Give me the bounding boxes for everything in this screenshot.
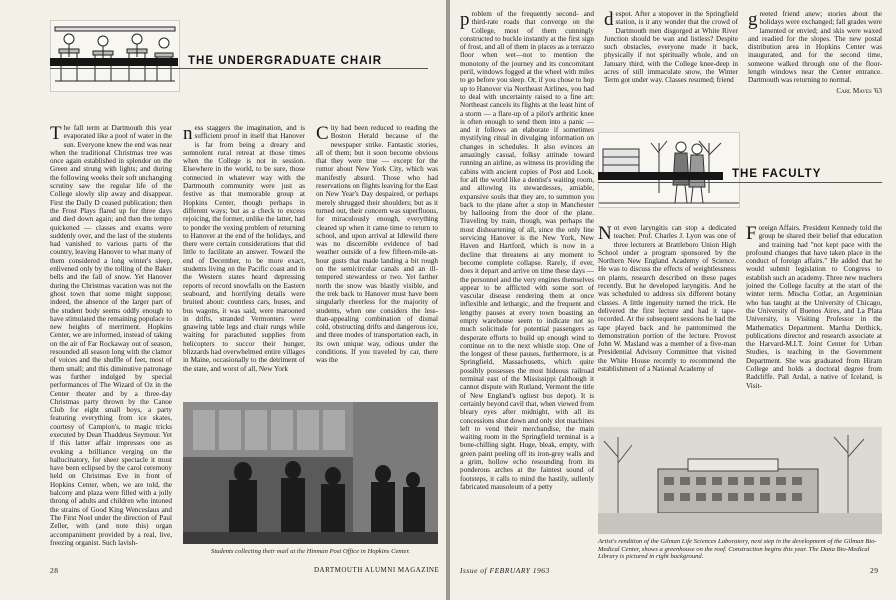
section-title: THE UNDERGRADUATE CHAIR [188,55,383,67]
left-page [0,0,446,600]
article-column-3 [316,124,438,414]
students-mail-scene [183,402,438,544]
title-rule [50,68,428,69]
faculty-text: Foreign Affairs. President Kennedy told the group he shared their belief that education and training had "not kept pace with the profound changes that have taken place in the conduct of foreign affairs." He added that he would submit legislation to Congress to establish such an academy. Three new teachers joined the College faculty at the start of the winter term. Mischa Cotlar, an Argentinian who has taught at the University of Chicago, the University of Buenos Aires, and La Plata University, is Visiting Professor in the Mathematics Department. Martha Derthick, publications director and research associate at the Harvard-M.I.T. Joint Center for Urban Studies, is teaching in the Government Department. She was graduated from Hiram College and holds a doctoral degree from Radcliffe. Pall Ardal, a native of Iceland, is Visit- [746,224,882,390]
photo-caption: Students collecting their mail at the Hinman Post Office in Hopkins Center. [211,548,410,555]
laboratory-rendering [598,427,882,534]
article-text: greeted friend anew; stories about the holidays were exchanged; fall grades were lamented or envied; and skis were waxed and readied for the slopes. The new postal distribution area in Hopkins Center was inaugurated, and for the second time, someone walked through one of the floor-length windows near the Center entrance. Dartmouth was returning to normal. [748,10,882,85]
gilman-lab-drawing [598,427,882,534]
author-signature: Carl Maves '63 [836,86,882,95]
article-column-2 [183,124,305,414]
article-column-5 [604,10,738,140]
article-column-6 [748,10,882,140]
article-column-1 [50,124,172,556]
article-text: The fall term at Dartmouth this year evaporated like a pool of water in the sun. Everyone knew the end was near when the traditional Christmas tree was once again established in splendor on the Green and strung with lights; and during the following weeks their soft unchanging scrutiny saw the regular life of the College slowly slip away and disappear. First the Daily D ceased publication; then the Frost Plays flared up for three days and died down again; and then the tempo quickened — classes and exams were suddenly over, and the last of the students had vanished to various parts of the country, leaving Hanover to what many of them considered a long winter's sleep, enlivened only by the tolling of the Baker bells and the fall of snow. Yet Hanover during the Christmas vacation was not the ghost town that some might suppose; indeed, the absence of the larger part of the student body seems oddly enough to have stimulated the remaining populace to new heights of merriment. Hopkins Center, we are informed, instead of taking on the air of Far Rockaway out of season, resounded all season long with the clamor of voices and the shuffle of feet, most of them small; and this diminutive patronage was further indulged by special performances of The Wizard of Oz in the Center theater and by a three-day Christmas party thrown by the Canoe Club for eight small boys, a party featuring everything from ice skates, courtesy of Campion's, to magic tricks executed by Dean Thaddeus Seymour. Yet if this latter affair impresses one as evoking a brilliance verging on the hallucinatory, for sheer spectacle it must have been eclipsed by the carol ceremony held on Christmas Eve in front of Hopkins Center, when, we are told, the balcony and plaza were filled with a jolly throng of adults and children who intoned the strains of Good King Wenceslaus and The First Noel under the direction of Paul Zeller, with (and note this) organ accompaniment provided by a real, live, freezing organist. Such lavish- [50,124,172,547]
page-number-right: 29 [870,566,879,575]
magazine-name: DARTMOUTH ALUMNI MAGAZINE [314,566,440,574]
article-column-4 [460,10,594,562]
issue-date: Issue of FEBRUARY 1963 [460,566,550,575]
article-text: ness staggers the imagination, and is sufficient proof in itself that Hanover is far from being a dreary and somnolent rural retreat at those times when the College is not in session. Elsewhere in the world, to be sure, those connected in whatever way with the Dartmouth community were just as festive as that memorable group at Hopkins Center, though perhaps in different ways; but as a check to excess rejoicing, the former, unlike the latter, had to ponder the vexing problem of returning to Hanover at the end of the holidays, and there were certain considerations that did little to facilitate an answer. Toward the end of December, to be more exact, students living on the Pacific coast and in the Western states heard depressing reports of record snowfalls on the Eastern seaboard, and horrifying details were bruited about: countless cars, buses, and bus wagons, it was said, were marooned in drifts, stranded Vermonters were gnawing table legs and chair rungs while waiting for parachuted supplies from helicopters to succor their hunger, blizzards had overwhelmed entire villages in Maine, occasionally to the detriment of the state, and worst of all, New York [183,124,305,373]
section-title-bar [50,58,178,66]
faculty-title-rule [598,182,882,183]
faculty-section-title: THE FACULTY [732,168,822,180]
professors-walking-drawing [599,133,739,207]
faculty-column-1 [598,224,736,424]
students-on-chairs-drawing [51,21,179,91]
article-text: despot. After a stopover in the Springfield station, is it any wonder that the crowd of Dartmouth men disgorged at White River Junction should be wan and listless? Despite such obstacles, everyone made it back, physically if not spiritually whole, and on January third, with the College knee-deep in acres of still immaculate snow, the Winter Term got under way. Classes resumed; friend [604,10,738,85]
faculty-text: Not even laryngitis can stop a dedicated teacher. Prof. Charles J. Lyon was one of three lecturers at Brattleboro Union High School under a program sponsored by the Northern New England Academy of Science. He was to discuss the effects of weightlessness on plants, research described on these pages recently. But he developed laryngitis. And he was scheduled to address six different botany classes. A little ingenuity turned the trick. He delivered the first lecture and had it tape-recorded. At the subsequent sessions he had the tape played back and he pantomimed the demonstration portion of the lecture. Provost John W. Masland was a member of a five-man Presidential Advisory Committee that visited the White House recently to recommend the establishment of a National Academy of [598,224,736,374]
undergraduate-chair-illustration [50,20,180,92]
article-text: City had been reduced to reading the Boston Herald because of the newspaper strike. Fantastic stories, all of them; but it soon become obvious that they were true — except for the rumor about New York City, which was manifestly absurd. Those who had reservations on flights leaving for the East on New Year's Day despaired, or perhaps merely shrugged their shoulders; but as it turned out, their concern was superfluous, for miraculously enough, everything cleared up when it came time to return to school, and upon arrival at Idlewild there was no discernible evidence of bad weather outside of a few fifteen-mile-an-hour gusts that made landing a bit rough on the semicircular canals and an ill-tempered stewardess or two. Yet farther north the snow was blastly visible, and the trek back to Hanover must have been singularly cheerless for the majority of students, when one considers the less-than-appealing combination of dismal cold, obstructing drifts and dangerous ice, and three modes of transportation each, in its own unique way, odious under the conditions. If you traveled by car, there was the [316,124,438,365]
article-text: problem of the frequently second- and third-rate roads that converge on the College, most of them cunningly constructed to buckle instantly at the first sign of frost, and all of them in places as a terrazzo floor when wet—not to mention the monotony of the journey and its concomitant peril, windows fogged at the wheel with miles to go before you sleep. Or, if you chose to hop up to Hanover via Northeast Airlines, you had to deal with uncertainty raised to a fine art: Northeast cancels its flights at the least hint of a storm — a flare-up of a pilot's arthritic knee is often enough to send them into a panic — and it follows an elaborate if sometimes mystifying ritual in divulging information on changes in schedules. It also evinces an amazingly casual, folksy attitude toward running an airline, as witness its providing the cabins with ancient copies of Post and Look, for all the world like a dentist's waiting room, and allowing its stewardesses, amiable, expansive souls that they are, to summon you back to the plane after a stop in Manchester by hallooing from the door of the plane. Traveling by train, though, was perhaps the most disheartening of all, since the only line servicing Hanover is the New York, New Haven and Hartford, which is now in a decline that threatens at any moment to become complete collapse. Rarely, if ever, does it depart and arrive on time these days — the personnel and the very engines themselves appear to be afflicted with some sort of vascular disease rendering them at once inflexible and lethargic, and the frequent and lengthy pauses at every town boasting an empty warehouse seem to indicate not so much solicitude for potential passengers as desperate efforts to build up enough wind to continue on to the next whistle stop. One of the longest of these pauses, furthermore, is at Springfield, Massachusetts, which quite possibly possesses the most hideous railroad terminal east of the Mississippi (although it cannot dispute with Rutland, Vermont the title of New England's ugliest bus depot). It is certainly beyond cavil that, when viewed from bleary eyes after midnight, with all its concessions shut down and only slot machines left to vend their merchandise, the main waiting room in the Springfield terminal is a bone-chilling sight. Huge, bleak, empty, with green paint peeling off its iron-grey walls and a grim, hollow echo resounding from its ponderous arches at the faintest sound of footsteps, it calls to mind the hastily, sullenly fabricated mausoleum of a petty [460,10,594,491]
post-office-photo [183,402,438,544]
faculty-illustration [598,132,740,208]
right-page [450,0,896,600]
laboratory-caption: Artist's rendition of the Gilman Life Sciences Laboratory, next step in the development of the Gilman Bio-Medical Center, shows a greenhouse on the roof. Construction begins this year. The Dana Bio-Medical Library is pictured in right background. [598,538,877,561]
page-number: 28 [50,566,59,575]
faculty-column-2 [746,224,882,424]
faculty-title-bar [598,172,723,180]
